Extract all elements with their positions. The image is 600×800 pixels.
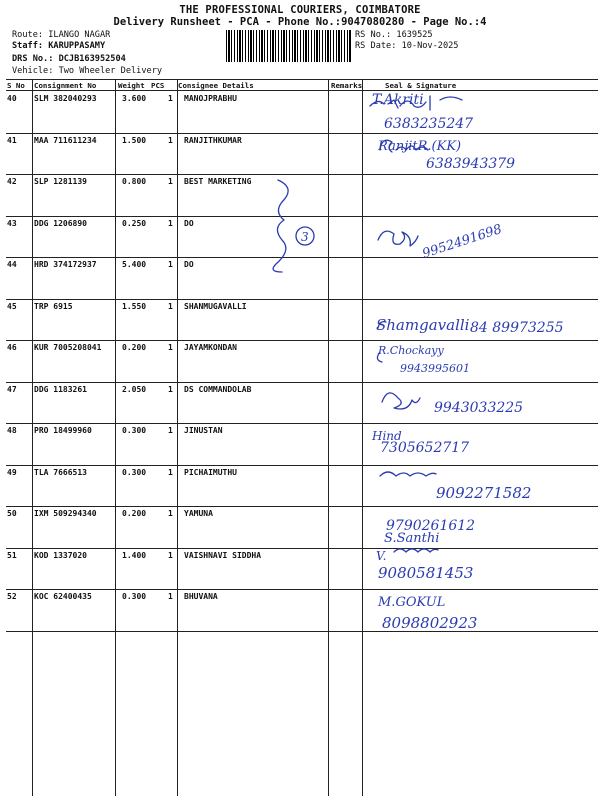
row-rule bbox=[6, 216, 598, 217]
cell-consignee: DS COMMANDOLAB bbox=[184, 384, 252, 394]
cell-consignment: TRP 6915 bbox=[34, 301, 73, 311]
signature-stroke bbox=[377, 352, 382, 362]
handwritten-phone: 9080581453 bbox=[378, 564, 474, 582]
handwritten-signature: M.GOKUL bbox=[378, 595, 446, 610]
rs-date: RS Date: 10-Nov-2025 bbox=[355, 41, 459, 51]
cell-weight: 0.300 bbox=[122, 592, 147, 601]
cell-sno: 43 bbox=[7, 218, 17, 228]
handwritten-phone: 6383943379 bbox=[426, 156, 516, 172]
cell-weight: 2.050 bbox=[122, 384, 147, 394]
cell-pcs: 1 bbox=[168, 301, 173, 311]
cell-pcs: 1 bbox=[168, 384, 173, 394]
cell-sno: 45 bbox=[7, 301, 17, 311]
handwritten-phone: 84 89973255 bbox=[470, 320, 564, 336]
col-consignee: Consignee Details bbox=[178, 81, 254, 90]
row-rule bbox=[6, 174, 598, 175]
handwritten-phone: 9092271582 bbox=[436, 484, 532, 502]
handwritten-signature: R.Chockayy bbox=[378, 344, 444, 357]
handwritten-phone: 9790261612 bbox=[386, 518, 476, 534]
cell-consignment: SLP 1281139 bbox=[34, 177, 87, 186]
cell-pcs: 1 bbox=[168, 260, 173, 269]
cell-weight: 0.300 bbox=[122, 467, 147, 477]
row-rule bbox=[6, 631, 598, 632]
cell-weight: 0.800 bbox=[122, 177, 147, 186]
row-rule bbox=[6, 133, 598, 134]
cell-weight: 0.250 bbox=[122, 218, 147, 228]
cell-sno: 48 bbox=[7, 426, 17, 435]
cell-consignee: MANOJPRABHU bbox=[184, 94, 237, 103]
vehicle-label: Vehicle: Two Wheeler Delivery bbox=[12, 66, 163, 76]
row-rule bbox=[6, 548, 598, 549]
cell-consignment: KOC 62400435 bbox=[34, 592, 92, 601]
signature-stroke bbox=[378, 322, 386, 328]
cell-sno: 46 bbox=[7, 343, 17, 352]
cell-pcs: 1 bbox=[168, 426, 173, 435]
cell-sno: 42 bbox=[7, 177, 17, 186]
row-rule bbox=[6, 257, 598, 258]
annotation-number: 3 bbox=[301, 230, 309, 244]
row-rule bbox=[6, 465, 598, 466]
cell-weight: 1.500 bbox=[122, 135, 147, 145]
handwritten-signature: RanjitR.(KK) bbox=[378, 139, 462, 154]
handwritten-signature: Hind bbox=[372, 429, 402, 443]
signature-stroke bbox=[394, 549, 438, 552]
cell-weight: 0.200 bbox=[122, 343, 147, 352]
handwritten-phone: 6383235247 bbox=[384, 116, 474, 132]
signature-stroke bbox=[382, 393, 420, 409]
cell-pcs: 1 bbox=[168, 509, 173, 518]
col-remarks: Remarks bbox=[331, 81, 363, 90]
cell-consignee: VAISHNAVI SIDDHA bbox=[184, 550, 262, 560]
row-rule bbox=[6, 423, 598, 424]
cell-consignment: IXM 509294340 bbox=[34, 509, 97, 518]
signature-stroke bbox=[370, 96, 462, 110]
signature-stroke bbox=[380, 472, 436, 476]
row-rule bbox=[6, 340, 598, 341]
cell-pcs: 1 bbox=[168, 467, 173, 477]
runsheet-subtitle: Delivery Runsheet - PCA - Phone No.:9047080280 - Page No.:4 bbox=[113, 16, 487, 28]
row-rule bbox=[6, 589, 598, 590]
cell-consignment: DDG 1206890 bbox=[34, 218, 87, 228]
col-pcs: PCS bbox=[151, 81, 165, 90]
cell-consignment: PRO 18499960 bbox=[34, 426, 92, 435]
handwritten-signature: V. bbox=[376, 549, 387, 563]
cell-sno: 52 bbox=[7, 592, 17, 601]
route-label: Route: ILANGO NAGAR bbox=[12, 30, 111, 40]
cell-sno: 50 bbox=[7, 509, 17, 518]
signature-stroke bbox=[378, 231, 418, 246]
cell-consignment: DDG 1183261 bbox=[34, 384, 87, 394]
cell-consignment: SLM 382040293 bbox=[34, 94, 97, 103]
cell-sno: 47 bbox=[7, 384, 17, 394]
cell-sno: 40 bbox=[7, 94, 17, 103]
cell-consignee: DO bbox=[184, 218, 194, 228]
cell-weight: 0.300 bbox=[122, 426, 147, 435]
cell-weight: 1.400 bbox=[122, 550, 147, 560]
table-top-rule bbox=[6, 79, 598, 80]
col-divider bbox=[328, 79, 329, 796]
cell-weight: 0.200 bbox=[122, 509, 147, 518]
row-rule bbox=[6, 506, 598, 507]
cell-consignee: JINUSTAN bbox=[184, 426, 223, 435]
cell-sno: 44 bbox=[7, 260, 17, 269]
cell-weight: 5.400 bbox=[122, 260, 147, 269]
col-divider bbox=[115, 79, 116, 796]
cell-consignee: SHANMUGAVALLI bbox=[184, 301, 247, 311]
annotation-circle bbox=[296, 227, 314, 245]
cell-consignee: PICHAIMUTHU bbox=[184, 467, 237, 477]
signature-stroke bbox=[380, 140, 428, 152]
cell-weight: 1.550 bbox=[122, 301, 147, 311]
col-weight: Weight bbox=[118, 81, 145, 90]
cell-pcs: 1 bbox=[168, 94, 173, 103]
handwritten-phone: 8098802923 bbox=[382, 614, 478, 632]
cell-consignee: JAYAMKONDAN bbox=[184, 343, 237, 352]
handwritten-signature: S.Santhi bbox=[384, 531, 440, 546]
handwritten-signature: T.Akriti bbox=[372, 92, 424, 108]
cell-consignment: KOD 1337020 bbox=[34, 550, 87, 560]
cell-consignment: MAA 711611234 bbox=[34, 135, 97, 145]
barcode-image bbox=[226, 30, 352, 62]
cell-consignee: BHUVANA bbox=[184, 592, 218, 601]
cell-pcs: 1 bbox=[168, 177, 173, 186]
cell-pcs: 1 bbox=[168, 343, 173, 352]
col-divider bbox=[362, 79, 363, 796]
cell-consignment: HRD 374172937 bbox=[34, 260, 97, 269]
handwritten-phone: 9943995601 bbox=[400, 362, 470, 375]
handwritten-phone: 9943033225 bbox=[434, 400, 524, 416]
rs-number: RS No.: 1639525 bbox=[355, 30, 433, 40]
cell-pcs: 1 bbox=[168, 550, 173, 560]
staff-label: Staff: KARUPPASAMY bbox=[12, 41, 106, 51]
cell-consignee: BEST MARKETING bbox=[184, 177, 252, 186]
col-sno: S No bbox=[7, 81, 25, 90]
cell-sno: 51 bbox=[7, 550, 17, 560]
cell-pcs: 1 bbox=[168, 592, 173, 601]
row-rule bbox=[6, 299, 598, 300]
header-rule bbox=[6, 90, 598, 91]
company-title: THE PROFESSIONAL COURIERS, COIMBATORE bbox=[179, 4, 421, 16]
cell-consignee: DO bbox=[184, 260, 194, 269]
handwritten-phone: 9952491698 bbox=[420, 221, 504, 262]
bracket-mark bbox=[273, 180, 288, 272]
cell-consignee: RANJITHKUMAR bbox=[184, 135, 242, 145]
drs-number: DRS No.: DCJB163952504 bbox=[12, 54, 126, 64]
handwritten-phone: 7305652717 bbox=[380, 440, 470, 456]
cell-sno: 41 bbox=[7, 135, 17, 145]
cell-consignee: YAMUNA bbox=[184, 509, 213, 518]
handwritten-signature: Shamgavalli bbox=[376, 316, 470, 334]
col-seal: Seal & Signature bbox=[385, 81, 457, 90]
cell-pcs: 1 bbox=[168, 135, 173, 145]
cell-weight: 3.600 bbox=[122, 94, 147, 103]
cell-pcs: 1 bbox=[168, 218, 173, 228]
col-divider bbox=[177, 79, 178, 796]
col-consignment: Consignment No bbox=[34, 81, 97, 90]
cell-sno: 49 bbox=[7, 467, 17, 477]
col-divider bbox=[32, 79, 33, 796]
cell-consignment: KUR 7005208041 bbox=[34, 343, 102, 352]
row-rule bbox=[6, 382, 598, 383]
cell-consignment: TLA 7666513 bbox=[34, 467, 87, 477]
